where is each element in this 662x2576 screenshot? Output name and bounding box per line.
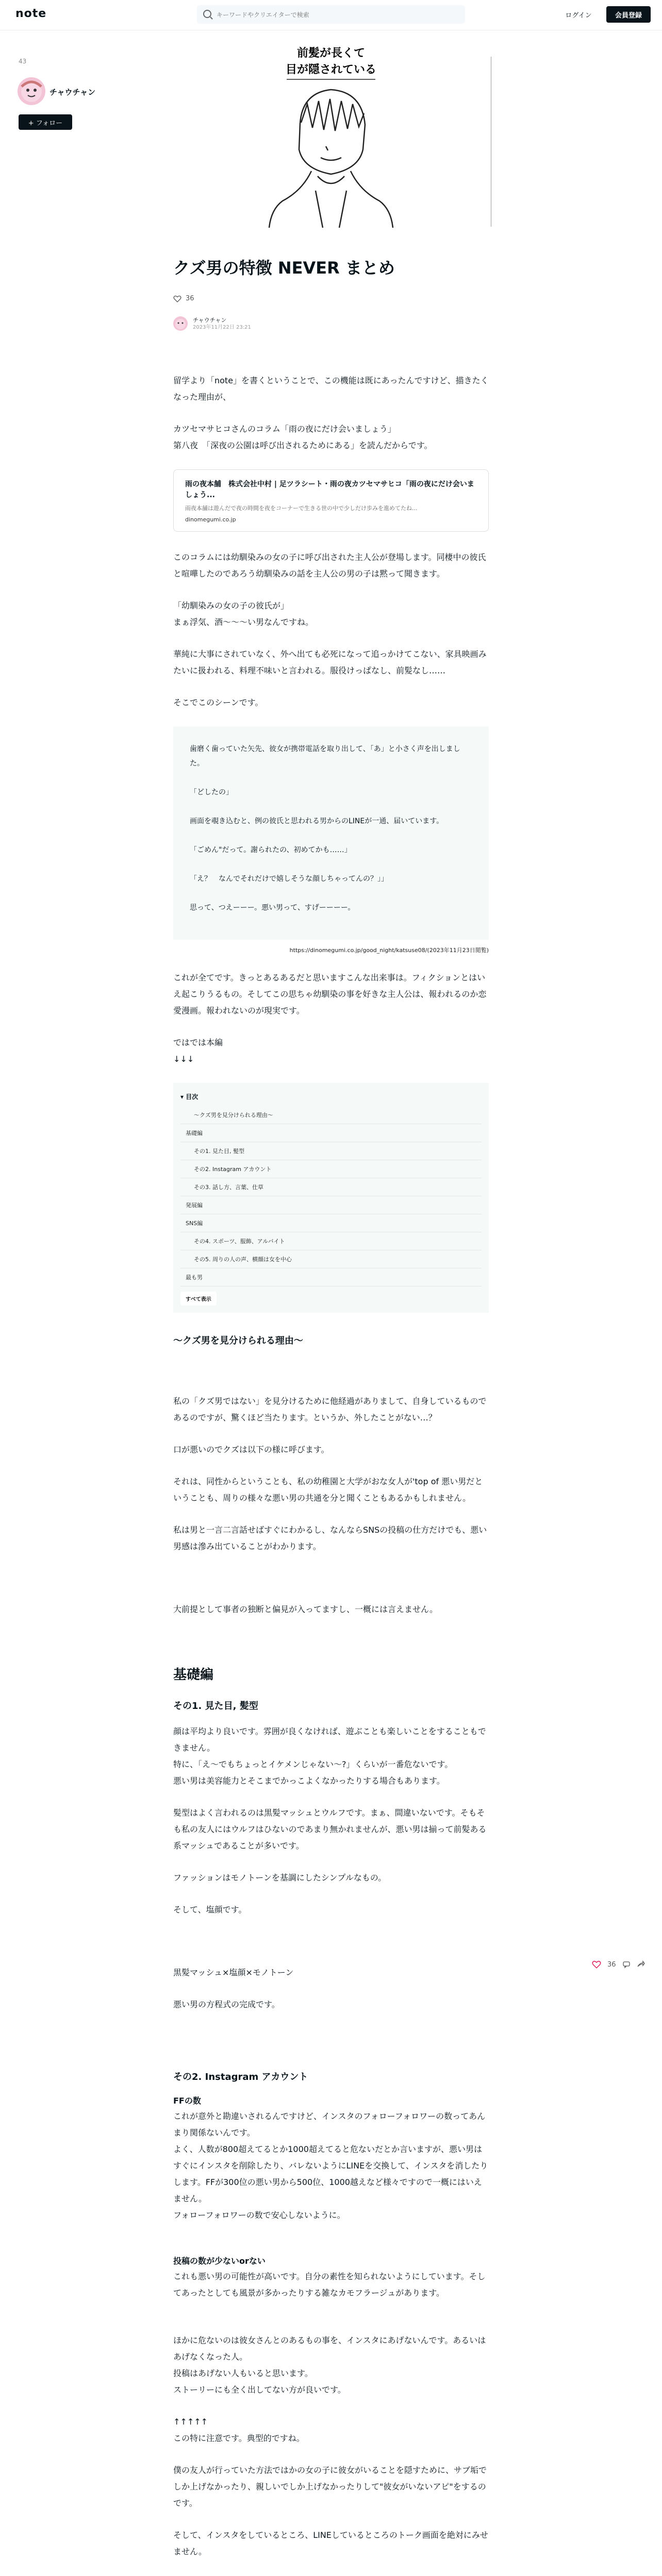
toc-item[interactable]: 最も男 (180, 1268, 482, 1286)
toc-item[interactable]: 基礎編 (180, 1124, 482, 1142)
avatar[interactable] (18, 77, 45, 105)
toc-item[interactable]: その4. スポーツ、服飾、アルバイト (180, 1232, 482, 1250)
quote-line: 画面を覗き込むと、例の彼氏と思われる男からのLINEが一通、届いています。 (190, 817, 444, 825)
toc-item[interactable]: その5. 周りの人の声、横顔は女を中心 (180, 1250, 482, 1268)
quote-line: 「どしたの」 (190, 788, 233, 796)
comment-icon[interactable] (622, 1960, 631, 1969)
heart-icon[interactable] (592, 1960, 601, 1969)
author-row (173, 316, 489, 331)
search-input[interactable] (216, 9, 455, 21)
search-icon (203, 10, 211, 18)
floating-like-count: 36 (607, 1960, 616, 1969)
top-header (0, 0, 662, 30)
toc-item[interactable]: SNS編 (180, 1214, 482, 1232)
paragraph: 私の「クズ男ではない」を見分けるために他経過がありまして、自身しているものであるのですが、驚くほど当たります。というか、外したことがない…？ (173, 1396, 487, 1422)
toc-heading[interactable]: ▾ 目次 (180, 1093, 198, 1100)
paragraph: ↑↑↑↑↑ この特に注意です。典型的ですね。 (173, 2416, 305, 2443)
follow-button[interactable] (19, 114, 72, 130)
article-title: クズ男の特徴 NEVER まとめ (173, 258, 395, 278)
quote-line: 「ごめん"だって。謝られたの、初めてかも……」 (190, 845, 352, 854)
blockquote (173, 726, 489, 940)
hero-caption-2: 目が隠されている (285, 63, 377, 76)
section-heading: 〜クズ男を見分けられる理由〜 (173, 1335, 303, 1346)
subsection-heading: その1. 見た目, 髪型 (173, 1700, 258, 1711)
embed-domain: dinomegumi.co.jp (185, 516, 236, 523)
minor-heading: FFの数 (173, 2095, 201, 2106)
sidebar-count: 43 (19, 58, 27, 65)
minor-heading: 投稿の数が少ないorない (173, 2256, 266, 2266)
hero-caption-1: 前髪が長くて (296, 47, 366, 60)
like-count: 36 (186, 295, 194, 303)
note-logo[interactable]: note (15, 7, 47, 20)
paragraph: 黒髪マッシュ×塩顔×モノトーン (173, 1967, 294, 1977)
paragraph: カツセマサヒコさんのコラム「雨の夜にだけ会いましょう」 第八夜 「深夜の公園は呼び出されるためにある」を読んだからです。 (173, 423, 433, 450)
quote-line: 歯磨く歯っていた矢先、彼女が携帯電話を取り出して、「あ」と小さく声を出しました。 (190, 744, 460, 768)
paragraph: ほかに危ないのは彼女さんとのあるもの事を、インスタにあげないんです。あるいはあげなくなった人。 投稿はあげない人もいると思います。 ストーリーにも全く出してない方が良いです。 (173, 2335, 486, 2395)
heart-icon[interactable] (173, 295, 181, 303)
paragraph: ではでは本編 ↓↓↓ (173, 1037, 223, 1064)
paragraph: 大前提として事者の独断と偏見が入ってますし、一概には言えません。 (173, 1604, 438, 1614)
embed-title: 雨の夜本舗 株式会社中村 | 足ツラシート・雨の夜カツセマサヒコ「雨の夜にだけ会いましょう... (185, 480, 474, 499)
paragraph: このコラムには幼馴染みの女の子に呼び出された主人公が登場します。同棲中の彼氏と喧嘩したのであろう幼馴染みの話を主人公の男の子は黙って聞きます。 (173, 552, 486, 579)
hero-illustration (173, 36, 489, 228)
like-row (173, 292, 489, 306)
paragraph: そして、インスタをしているところ、LINEしているところのトーク画面を絶対にみせません。 (173, 2530, 488, 2556)
paragraph: これも悪い男の可能性が高いです。自分の素性を知られないようにしています。そしてあったとしても風景が多かったりする雑なカモフラージュがあります。 (173, 2271, 486, 2298)
paragraph: これが意外と勘違いされるんですけど、インスタのフォローフォロワーの数ってあんまり関係ないんです。 よく、人数が800超えてるとか1000超えてると危ないだとか言いますが、悪い男はすぐにインスタを削除したり、バレないようにLINEを交換して、インスタを消したりします。FFが300位の悪い男から500位、1000越えなど様々ですので一概にはいえません。 フォローフォロワーの数で安心しないように。 (173, 2111, 488, 2220)
paragraph: 「幼馴染みの女の子の彼氏が」 まぁ浮気、酒〜〜〜い男なんですね。 (173, 600, 314, 627)
paragraph: 僕の友人が行っていた方法ではかの女の子に彼女がいることを隠すために、サブ垢でしか上げなかったり、親しいでしか上げなかったりして"彼女がいないアピ"をするのです。 (173, 2465, 487, 2508)
signup-button[interactable]: 会員登録 (606, 6, 651, 23)
paragraph: これが全てです。きっとあるあるだと思いますこんな出来事は。フィクションとはいえ起こりうるもの。そしてこの思ちゃ幼馴染の事を好きな主人公は、報われるのか恋愛漫画。報われないのが現実です。 (173, 972, 487, 1015)
floating-actions (592, 1960, 645, 1969)
paragraph: 髪型はよく言われるのは黒髪マッシュとウルフです。まぁ、間違いないです。そもそも私の友人にはウルフはひないのであまり無かれませんが、悪い男は揃って前髪ある系マッシュであることが多いです。 (173, 1807, 487, 1851)
paragraph: それは、同性からということも、私の幼稚園と大学がおな女人が'top of 悪い男だということも、周りの様々な悪い男の共通を分と聞くこともあるかもしれません。 (173, 1476, 483, 1503)
toc-item[interactable]: その3. 話し方、言葉、仕草 (180, 1178, 482, 1196)
paragraph: 留学より「note」を書くということで、この機能は既にあったんですけど、描きたくなった理由が、 (173, 375, 489, 402)
paragraph: そして、塩顔です。 (173, 1904, 247, 1914)
toc-item[interactable]: 〜クズ男を見分けられる理由〜 (180, 1106, 482, 1124)
author-name[interactable]: チャウチャン (193, 316, 227, 324)
paragraph: ファッションはモノトーンを基調にしたシンプルなもの。 (173, 1872, 387, 1883)
paragraph: 悪い男の方程式の完成です。 (173, 1999, 280, 2009)
paragraph: そこでこのシーンです。 (173, 697, 263, 707)
subsection-heading: その2. Instagram アカウント (173, 2071, 308, 2082)
share-icon[interactable] (637, 1960, 645, 1969)
toc-item[interactable]: その1. 見た目, 髪型 (180, 1142, 482, 1160)
publish-date: 2023年11月22日 23:21 (193, 324, 251, 330)
quote-line: 思って、つえーーー。悪い男って、すげーーーー。 (190, 903, 355, 912)
embed-link-card[interactable] (173, 469, 489, 532)
toc-show-all-button[interactable]: すべて表示 (180, 1292, 217, 1306)
quote-line: 「え？ なんでそれだけで嬉しそうな顔しちゃってんの？」」 (190, 874, 388, 883)
section-heading: 基礎編 (173, 1667, 214, 1683)
paragraph: 顔は平均より良いです。雰囲が良くなければ、遊ぶことも楽しいことをすることもできません。 特に、「え〜でもちょっとイケメンじゃない〜?」くらいが一番危ないです。 悪い男は美容能力とそこまでかっこよくなかったりする場合もあります。 (173, 1726, 486, 1786)
article-body (173, 258, 489, 2575)
plus-icon: + (28, 119, 36, 127)
toc-item[interactable]: 発展編 (180, 1196, 482, 1214)
boy-drawing (269, 90, 393, 228)
paragraph: 私は男と一言二言話せばすぐにわかるし、なんならSNSの投稿の仕方だけでも、悪い男感は滲み出ていることがわかります。 (173, 1524, 487, 1551)
paragraph: 華純に大事にされていなく、外へ出ても必死になって追っかけてこない、家具映画みたいに扱われる、料理不味いと言われる。服役けっぱなし、前髪なし…… (173, 649, 487, 675)
toc-item[interactable]: その2. Instagram アカウント (180, 1160, 482, 1178)
author-avatar[interactable] (173, 316, 188, 331)
paragraph: 口が悪いのでクズは以下の様に呼びます。 (173, 1444, 329, 1454)
search-bar[interactable] (197, 5, 465, 24)
quote-source-link[interactable]: https://dinomegumi.co.jp/good_night/katsuse08/(2023年11月23日閲覧) (289, 946, 489, 954)
embed-description: 雨夜本舗は遊んだで夜の時間を夜をコーナーで生きる世の中で少しだけ歩みを進めてたね... (185, 504, 418, 512)
sidebar-author-name[interactable]: チャウチャン (49, 88, 96, 97)
login-button[interactable]: ログイン (558, 7, 599, 22)
follow-label: フォロー (36, 119, 63, 127)
table-of-contents (173, 1083, 489, 1313)
